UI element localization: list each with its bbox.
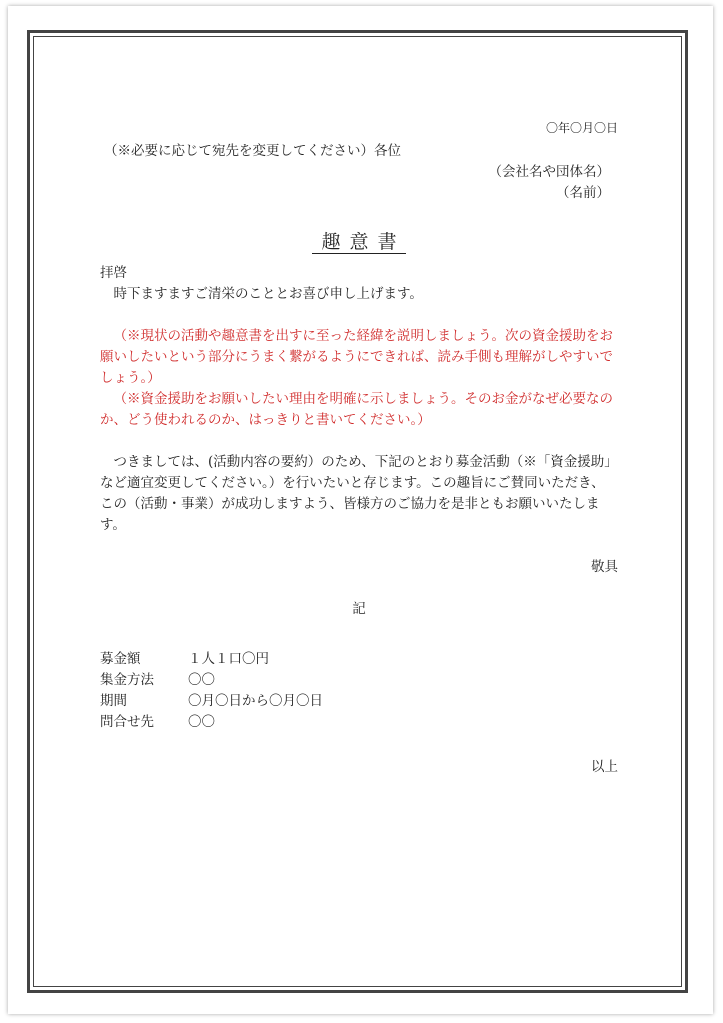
salutation: 拝啓 <box>100 265 127 281</box>
document-title <box>100 232 618 253</box>
spacer <box>100 578 618 599</box>
instruction-note-background: （※現状の活動や趣意書を出すに至った経緯を説明しましょう。次の資金援助をお願いしたいという部分にうまく繋がるようにできれば、読み手側も理解がしやすいでしょう。） <box>100 328 613 386</box>
document-date: 〇年〇月〇日 <box>545 121 618 135</box>
closing-keigu: 敬具 <box>591 559 618 575</box>
document-title-text: 趣意書 <box>312 231 405 254</box>
spacer <box>100 431 618 452</box>
end-ijou: 以上 <box>591 759 618 775</box>
spacer <box>100 620 618 641</box>
detail-row-collection-method <box>100 670 618 691</box>
detail-label: 期間 <box>100 693 127 709</box>
detail-label: 募金額 <box>100 651 141 667</box>
sender-name: （名前） <box>556 185 610 201</box>
detail-value: 〇月〇日から〇月〇日 <box>188 693 323 709</box>
details-list <box>100 649 618 733</box>
detail-label: 問合せ先 <box>100 714 154 730</box>
request-paragraph: つきましては、(活動内容の要約）のため、下記のとおり募金活動（※「資金援助」など適宜変更してください。）を行いたいと存じます。この趣旨にご賛同いただき、この（活動・事業）が成功しますよう、皆様方のご協力を是非ともお願いいたします。 <box>100 454 618 533</box>
detail-row-amount <box>100 649 618 670</box>
detail-value: １人１口〇円 <box>188 651 269 667</box>
spacer <box>100 536 618 557</box>
greeting-paragraph: 時下ますますご清栄のこととお喜び申し上げます。 <box>113 286 423 302</box>
detail-value: 〇〇 <box>188 714 215 730</box>
addressee: （※必要に応じて宛先を変更してください）各位 <box>104 143 401 159</box>
spacer <box>100 305 618 326</box>
ki-heading: 記 <box>352 601 366 617</box>
detail-value: 〇〇 <box>188 672 215 688</box>
instruction-note-reason: （※資金援助をお願いしたい理由を明確に示しましょう。そのお金がなぜ必要なのか、どう使われるのか、はっきりと書いてください。） <box>100 391 613 428</box>
document-body <box>100 118 618 778</box>
sender-company: （会社名や団体名） <box>488 164 610 180</box>
detail-row-contact <box>100 712 618 733</box>
detail-row-period <box>100 691 618 712</box>
detail-label: 集金方法 <box>100 672 154 688</box>
